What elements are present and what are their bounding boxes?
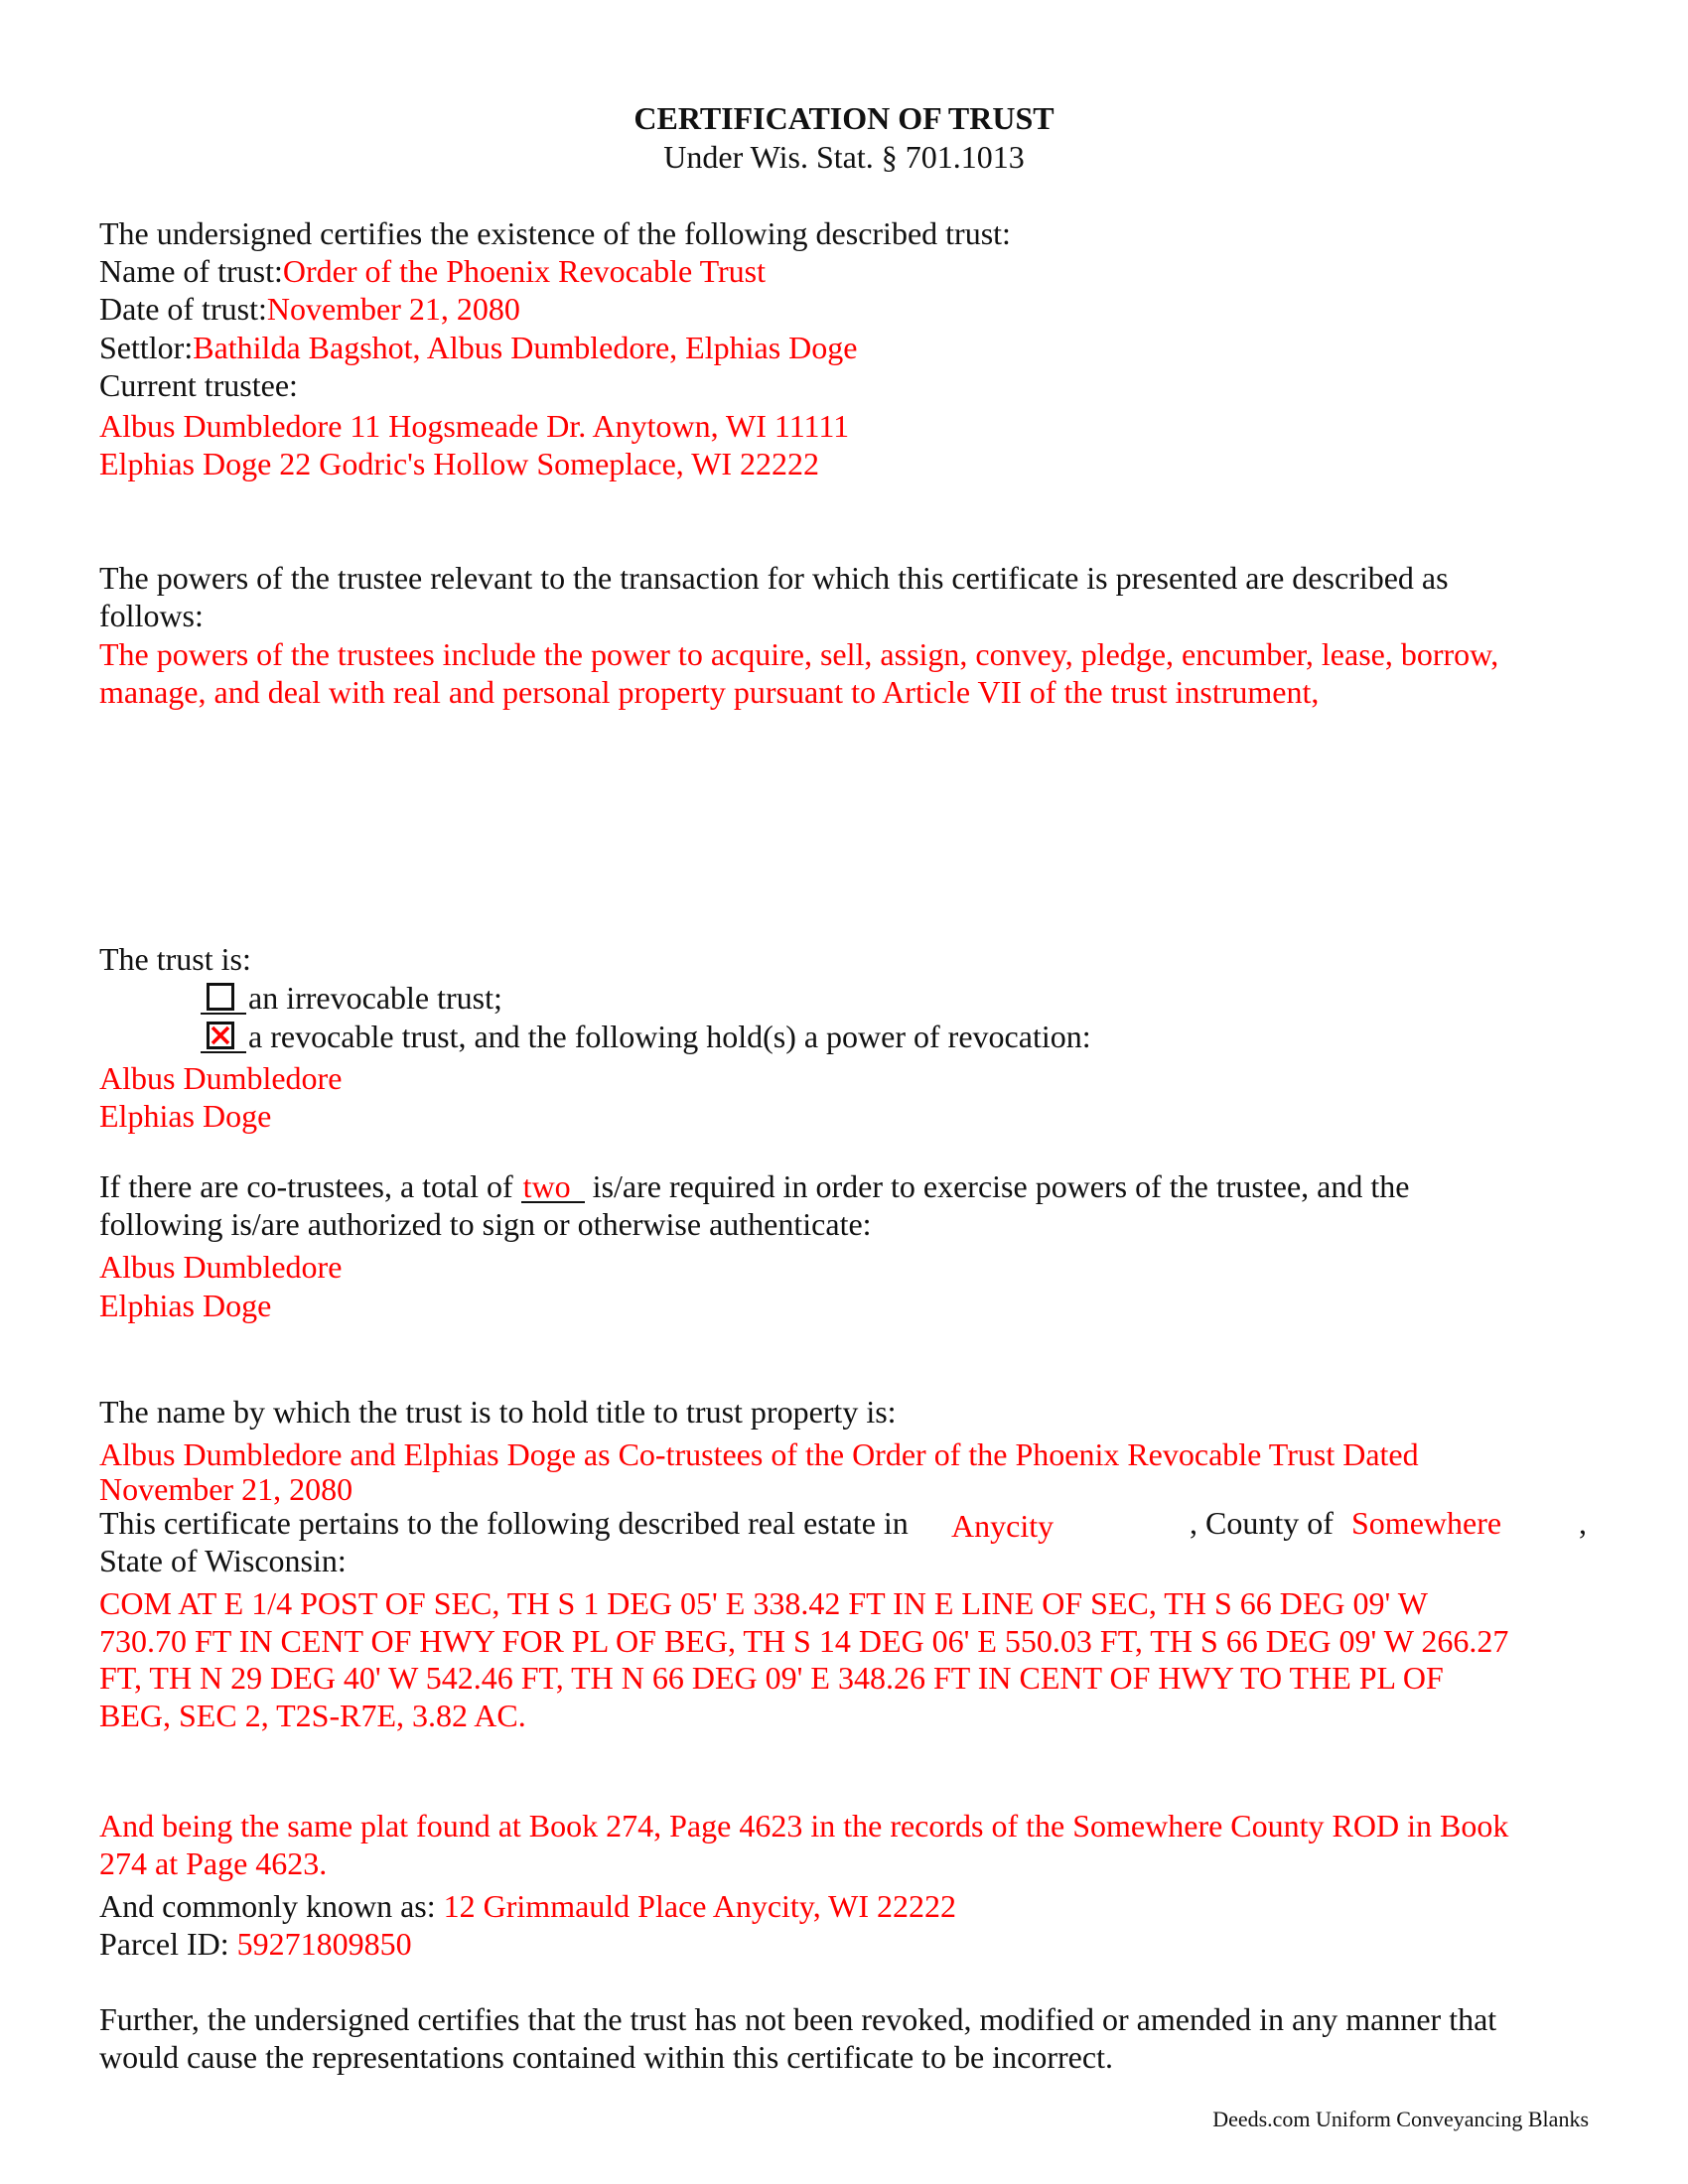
closing-statement: Further, the undersigned certifies that the trust has not been revoked, modified or amended in any manner that [99,2001,1497,2037]
authorized-signer: Albus Dumbledore [99,1249,343,1285]
checkbox-underline [201,1051,246,1053]
powers-value: The powers of the trustees include the power to acquire, sell, assign, convey, pledge, encumber, lease, borrow, [99,636,1499,672]
irrevocable-option-label: an irrevocable trust; [248,980,502,1016]
known-as-row [99,1887,956,1925]
legal-description-line: BEG, SEC 2, T2S-R7E, 3.82 AC. [99,1698,526,1733]
revocation-holder: Albus Dumbledore [99,1060,343,1096]
real-estate-pre: This certificate pertains to the following described real estate in [99,1505,909,1541]
trust-date-value: November 21, 2080 [266,291,520,327]
cotrustee-post: is/are required in order to exercise powers of the trustee, and the [592,1168,1410,1204]
plat-reference: And being the same plat found at Book 274, Page 4623 in the records of the Somewhere County ROD in Book [99,1808,1509,1843]
settlor-label: Settlor: [99,330,194,365]
known-as-label: And commonly known as: [99,1888,436,1924]
revocable-option-label: a revocable trust, and the following hold(s) a power of revocation: [248,1019,1091,1054]
settlor-row [99,329,857,366]
powers-value-cont: manage, and deal with real and personal property pursuant to Article VII of the trust instrument, [99,674,1320,710]
known-as-value: 12 Grimmauld Place Anycity, WI 22222 [443,1888,956,1924]
cotrustee-statement-cont: following is/are authorized to sign or otherwise authenticate: [99,1206,872,1242]
settlor-value: Bathilda Bagshot, Albus Dumbledore, Elphias Doge [193,330,858,365]
certifies-statement: The undersigned certifies the existence of the following described trust: [99,215,1011,251]
cotrustee-statement [99,1167,1409,1205]
county-label: , County of [1190,1505,1334,1541]
legal-description-line: 730.70 FT IN CENT OF HWY FOR PL OF BEG, TH S 14 DEG 06' E 550.03 FT, TH S 66 DEG 09' W 266.27 [99,1623,1509,1659]
trust-name-label: Name of trust: [99,253,283,289]
county-comma: , [1579,1505,1587,1541]
powers-intro-cont: follows: [99,598,204,633]
state-line: State of Wisconsin: [99,1543,347,1578]
parcel-row [99,1925,412,1963]
legal-description-line: FT, TH N 29 DEG 40' W 542.46 FT, TH N 66 DEG 09' E 348.26 FT IN CENT OF HWY TO THE PL OF [99,1660,1444,1696]
parcel-label: Parcel ID: [99,1926,229,1962]
county-value: Somewhere [1351,1505,1502,1541]
document-title: CERTIFICATION OF TRUST [633,100,1055,136]
parcel-value: 59271809850 [236,1926,412,1962]
plat-reference-cont: 274 at Page 4623. [99,1845,328,1881]
checkbox-underline [201,1013,246,1015]
closing-statement-cont: would cause the representations contained within this certificate to be incorrect. [99,2039,1113,2075]
trust-name-value: Order of the Phoenix Revocable Trust [282,253,766,289]
title-holding-label: The name by which the trust is to hold title to trust property is: [99,1394,897,1430]
irrevocable-checkbox[interactable] [207,983,234,1011]
footer-credit: Deeds.com Uniform Conveyancing Blanks [1212,2107,1589,2131]
revocation-holder: Elphias Doge [99,1098,272,1134]
powers-intro: The powers of the trustee relevant to the transaction for which this certificate is presented are described as [99,560,1449,596]
revocable-checkbox[interactable] [207,1022,234,1049]
trust-name-row [99,252,766,290]
title-holding-value-cont: November 21, 2080 [99,1471,353,1507]
cotrustee-pre: If there are co-trustees, a total of [99,1168,513,1204]
trust-type-label: The trust is: [99,941,251,977]
document-subtitle: Under Wis. Stat. § 701.1013 [663,139,1025,175]
cotrustee-count-value: two [521,1171,585,1203]
trust-date-row [99,290,520,328]
current-trustee-label: Current trustee: [99,367,298,403]
authorized-signer: Elphias Doge [99,1288,272,1323]
trustee-entry: Albus Dumbledore 11 Hogsmeade Dr. Anytown, WI 11111 [99,408,850,444]
check-x-icon [210,1024,231,1046]
trustee-entry: Elphias Doge 22 Godric's Hollow Someplace, WI 22222 [99,446,820,481]
title-holding-value: Albus Dumbledore and Elphias Doge as Co-trustees of the Order of the Phoenix Revocable Trust Dated [99,1436,1419,1472]
legal-description-line: COM AT E 1/4 POST OF SEC, TH S 1 DEG 05' E 338.42 FT IN E LINE OF SEC, TH S 66 DEG 09' W [99,1585,1428,1621]
city-value: Anycity [951,1508,1055,1544]
trust-date-label: Date of trust: [99,291,267,327]
